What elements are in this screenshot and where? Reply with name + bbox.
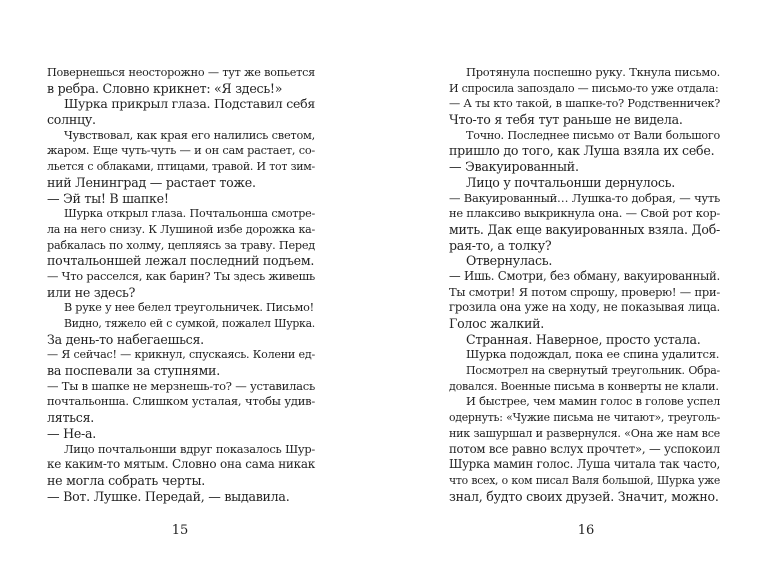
text-line: довался. Военные письма в конверты не клали. — [449, 379, 719, 393]
text-line: Странная. Наверное, просто устала. — [466, 331, 701, 347]
text-line: — Что расселся, как барин? Ты здесь живешь — [47, 268, 315, 283]
text-line: почтальонша. Слишком усталая, чтобы удив- — [47, 394, 315, 409]
text-line: Что-то я тебя тут раньше не видела. — [449, 112, 683, 128]
text-line: Повернешься неосторожно — тут же вопьется — [47, 66, 315, 79]
text-line: не плаксиво выкрикнула она. — Свой рот кор- — [449, 206, 720, 221]
text-line: — Не-а. — [47, 425, 97, 441]
text-line: — Ишь. Смотри, без обману, вакуированный. — [449, 268, 720, 283]
left-page-number: 15 — [171, 523, 189, 538]
text-line: пришло до того, как Луша взяла их себе. — [449, 143, 715, 159]
text-line: ла на него снизу. К Лушиной избе дорожка ка- — [47, 222, 315, 236]
text-line: или не здесь? — [47, 284, 136, 300]
text-line: в ребра. Словно крикнет: «Я здесь!» — [47, 80, 283, 96]
text-line: Ты смотри! Я потом спрошу, проверю! — при- — [449, 284, 720, 299]
text-line: грозила она уже на ходу, не показывая лица. — [449, 300, 720, 315]
text-line: ляться. — [47, 410, 95, 426]
text-line: — Вот. Лушке. Передай, — выдавила. — [47, 488, 290, 504]
text-line: потом все равно вслух прочтет», — успокоил — [449, 441, 720, 456]
text-line: Чувствовал, как края его налились светом, — [64, 127, 315, 142]
text-line: И быстрее, чем мамин голос в голове успел — [466, 395, 720, 409]
right-page — [449, 65, 720, 504]
text-line: — А ты кто такой, в шапке-то? Родственничек? — [449, 97, 720, 111]
text-line: что всех, о ком писал Валя большой, Шурка уже — [449, 473, 720, 487]
text-line: льется с облаками, птицами, травой. И тот зим- — [47, 160, 315, 174]
text-line: Отвернулась. — [466, 253, 553, 269]
text-line: Шурка мамин голос. Луша читала так часто, — [449, 457, 720, 472]
text-line: рая-то, а толку? — [449, 237, 552, 253]
text-line: — Вакуированный… Лушка-то добрая, — чуть — [449, 190, 720, 205]
text-line: Шурка открыл глаза. Почтальонша смотре- — [64, 207, 315, 221]
text-line: Голос жалкий. — [449, 316, 545, 331]
text-line: ник зашуршал и развернулся. «Она же нам все — [449, 426, 720, 440]
text-line: Шурка прикрыл глаза. Подставил себя — [64, 96, 315, 112]
text-line: Лицо у почтальонши дернулось. — [466, 174, 676, 190]
text-line: солнцу. — [47, 112, 96, 128]
text-line: одернуть: «Чужие письма не читают», треуголь- — [449, 411, 720, 425]
text-line: Точно. Последнее письмо от Вали большого — [466, 128, 720, 142]
text-line: Лицо почтальонши вдруг показалось Шур- — [64, 441, 315, 456]
text-line: не могла собрать черты. — [47, 472, 206, 488]
text-line: мить. Дак еще вакуированных взяла. Доб- — [449, 221, 720, 237]
text-line: — Я сейчас! — крикнул, спускаясь. Колени ед- — [47, 348, 315, 362]
text-line: — Эй ты! В шапке! — [47, 190, 169, 206]
text-line: — Ты в шапке не мерзнешь-то? — уставилась — [47, 378, 315, 393]
text-line: жаром. Еще чуть-чуть — и он сам растает, со- — [47, 143, 315, 158]
text-line: ке каким-то мятым. Словно она сама никак — [47, 457, 315, 472]
text-line: За день-то набегаешься. — [47, 331, 204, 347]
text-line: ний Ленинград — растает тоже. — [47, 174, 256, 190]
text-line: В руке у нее белел треугольничек. Письмо! — [64, 301, 314, 315]
right-page-number: 16 — [577, 523, 595, 538]
text-line: Протянула поспешно руку. Ткнула письмо. — [466, 65, 720, 79]
text-line: И спросила запоздало — письмо-то уже отдала: — [449, 81, 719, 95]
text-line: ва поспевали за ступнями. — [47, 363, 220, 379]
text-line: — Эвакуированный. — [449, 159, 579, 175]
left-page — [47, 65, 315, 504]
text-line: Шурка подождал, пока ее спина удалится. — [466, 347, 720, 362]
text-line: почтальоншей лежал последний подъем. — [47, 253, 315, 269]
text-line: знал, будто своих друзей. Значит, можно. — [449, 488, 719, 504]
text-line: Видно, тяжело ей с сумкой, пожалел Шурка. — [64, 317, 315, 330]
text-line: Посмотрел на свернутый треугольник. Обра- — [466, 364, 720, 378]
text-line: рабкалась по холму, цепляясь за траву. Перед — [47, 238, 315, 252]
